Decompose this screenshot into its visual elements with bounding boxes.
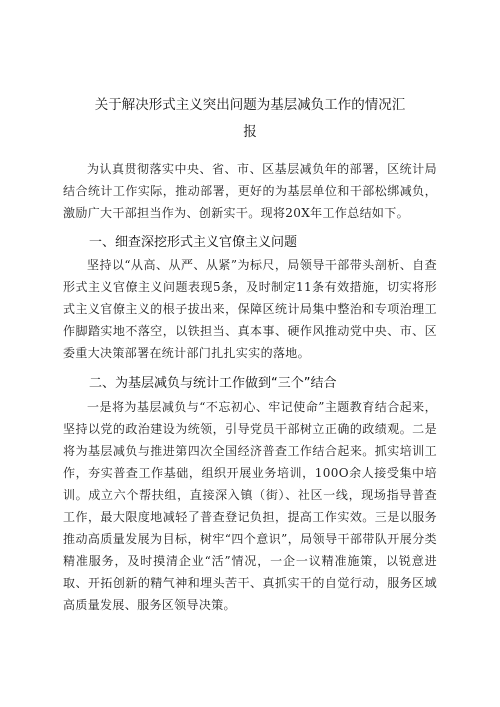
- title-line-1: 关于解决形式主义突出问题为基层减负工作的情况汇: [94, 97, 406, 113]
- intro-paragraph: 为认真贯彻落实中央、省、市、区基层减负年的部署，区统计局结合统计工作实际，推动部署，更好的为基层单位和干部松绑减负，激励广大干部担当作为、创新实干。现将20X年工作总结如下。: [63, 162, 437, 220]
- document-title: [60, 92, 440, 146]
- section-2-heading: 二、为基层减负与统计工作做到“三个”结合: [89, 376, 337, 391]
- section-2-paragraph: 一是将为基层减负与“不忘初心、牢记使命”主题教育结合起来，坚持以党的政治建设为统领，引导党员干部树立正确的政绩观。二是将为基层减负与推进第四次全国经济普查工作结合起来。抓实培训工作，夯实普查工作基础，组织开展业务培训，100O余人接受集中培训。成立六个帮扶组，直接深入镇（街）、社区一线，现场指导普查工作，最大限度地减轻了普查登记负担，提高工作实效。三是以服务推动高质量发展为目标，树牢“四个意识”，局领导干部带队开展分类精准服务，及时摸清企业“活”情况，一企一议精准施策，以锐意进取、开拓创新的精气神和埋头苦干、真抓实干的自觉行动，服务区域高质量发展、服务区领导决策。: [63, 400, 437, 612]
- section-1-heading: 一、细查深挖形式主义官僚主义问题: [89, 235, 298, 250]
- section-1-paragraph: 坚持以“从高、从严、从紧”为标尺，局领导干部带头剖析、自查形式主义官僚主义问题表现5条，及时制定11条有效措施，切实将形式主义官僚主义的根子拔出来，保障区统计局集中整治和专项治理工作脚踏实地不落空，以铁担当、真本事、硬作风推动党中央、市、区委重大决策部署在统计部门扎扎实实的落地。: [63, 258, 437, 360]
- title-line-2: 报: [243, 124, 257, 140]
